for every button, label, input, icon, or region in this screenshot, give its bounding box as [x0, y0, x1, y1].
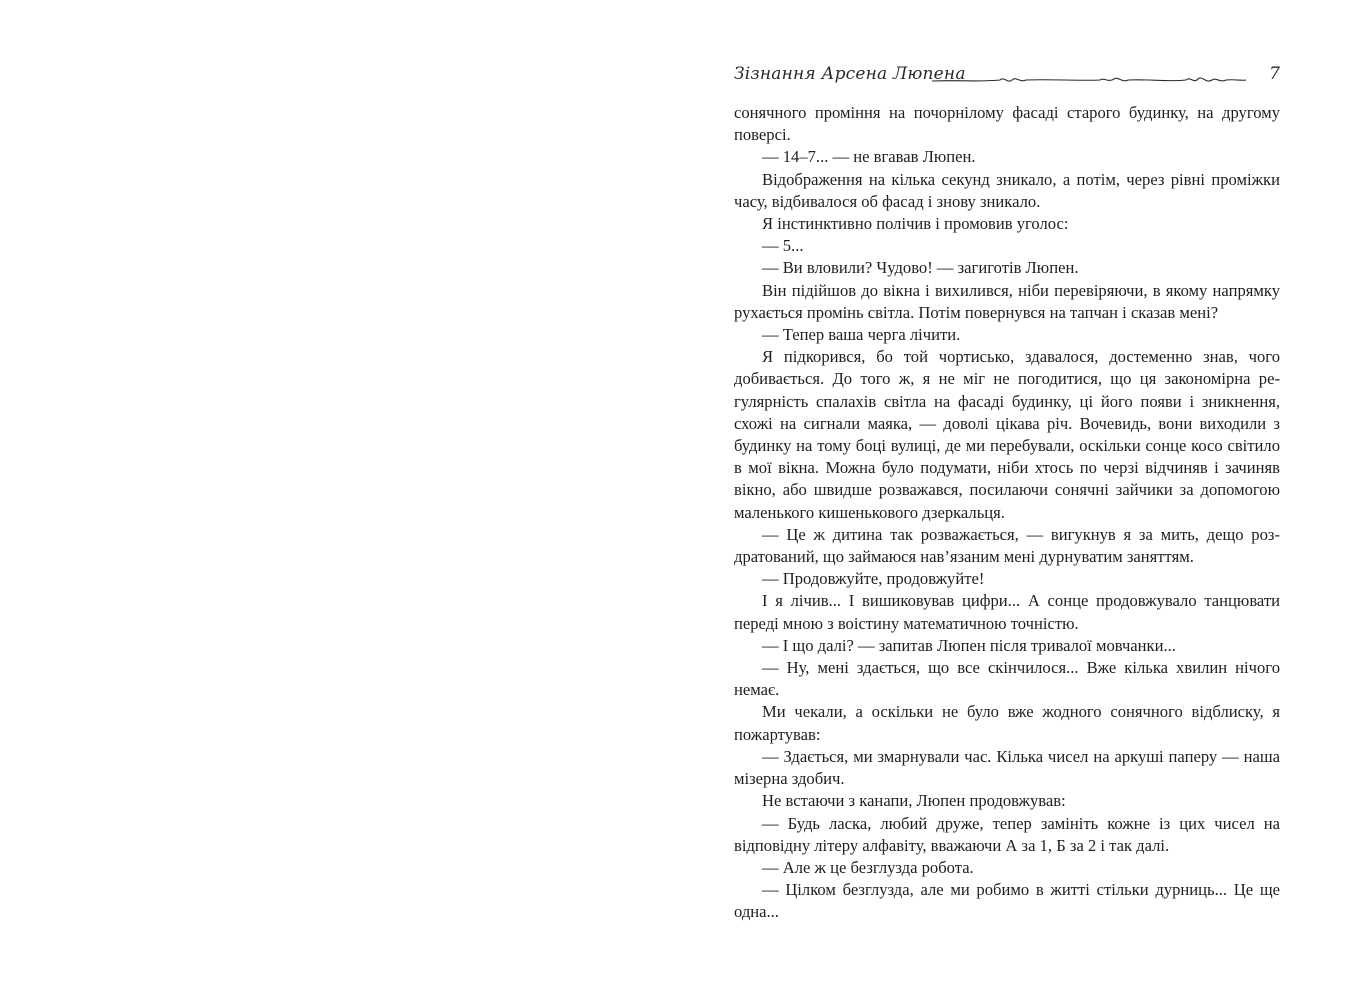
- paragraph: — Ну, мені здається, що все скінчилося... Вже кілька хвилин нічого немає.: [734, 658, 1280, 700]
- paragraph: Він підійшов до вікна і вихилився, ніби перевіряючи, в якому напрямку рухається промінь світла. Потім повернувся на тапчан і сказав мені?: [734, 280, 1280, 322]
- paragraph: І я лічив... І вишиковував цифри... А сонце продовжувало танцювати переді мною з воістину математичною точністю.: [734, 591, 1280, 633]
- paragraph: — Ви вловили? Чудово! — загиготів Люпен.: [762, 258, 1079, 278]
- running-header: [734, 62, 1280, 92]
- paragraph: — Цілком безглузда, але ми робимо в житті стільки дурниць... Це ще одна...: [734, 880, 1280, 922]
- paragraph: — Здається, ми змарнували час. Кілька чисел на аркуші паперу — наша мізерна здобич.: [734, 746, 1280, 789]
- paragraph: — І що далі? — запитав Люпен після тривалої мовчанки...: [762, 635, 1176, 655]
- paragraph: Ми чекали, а оскільки не було вже жодного сонячного відблиску, я пожартував:: [734, 702, 1280, 744]
- paragraph: Відображення на кілька секунд зникало, а потім, через рівні проміжки часу, відбивалося об фасад і знову зникало.: [734, 169, 1280, 211]
- running-header-title: Зізнання Арсена Люпена: [734, 64, 966, 84]
- right-page: [674, 0, 1348, 1000]
- paragraph: Я підкорився, бо той чортисько, здавалося, достеменно знав, чого добивається. До того ж, я не міг не погодитися, що ця закономірна регулярність спалахів світла на фасаді будинку, ці його появи і зникнення, схожі на сигнали маяка, — доволі цікава річ. Вочевидь, вони виходили з будинку на тому боці вулиці, де ми перебували, оскільки сонце косо світило в мої вікна. Можна було подумати, ніби хтось по черзі відчиняв і зачиняв вікно, або швидше розважався, посилаючи сонячні зайчики за допомогою маленького кишенькового дзеркальця.: [734, 347, 1280, 522]
- paragraph: — Але ж це безглузда робота.: [762, 857, 974, 877]
- paragraph: — Тепер ваша черга лічити.: [762, 325, 961, 345]
- page-number: 7: [1269, 64, 1280, 84]
- paragraph: — 14–7... — не вгавав Люпен.: [762, 147, 976, 167]
- paragraph: — Продовжуйте, продовжуйте!: [762, 569, 985, 589]
- paragraph: сонячного проміння на почорнілому фасаді старого будинку, на другому поверсі.: [734, 103, 1280, 145]
- paragraph: — 5...: [762, 236, 804, 256]
- body-text: [734, 102, 1280, 924]
- paragraph: — Будь ласка, любий друже, тепер замініть кожне із цих чисел на відповідну літеру алфавіту, вважаючи А за 1, Б за 2 і так далі.: [734, 813, 1280, 855]
- header-flourish-ornament: [930, 68, 1248, 88]
- paragraph: Я інстинктивно полічив і промовив уголос:: [762, 214, 1069, 234]
- paragraph: Не встаючи з канапи, Люпен продовжував:: [762, 791, 1066, 811]
- paragraph: — Це ж дитина так розважається, — вигукнув я за мить, дещо роздратований, що займаюся нав’язаним мені дурнуватим заняттям.: [734, 524, 1280, 567]
